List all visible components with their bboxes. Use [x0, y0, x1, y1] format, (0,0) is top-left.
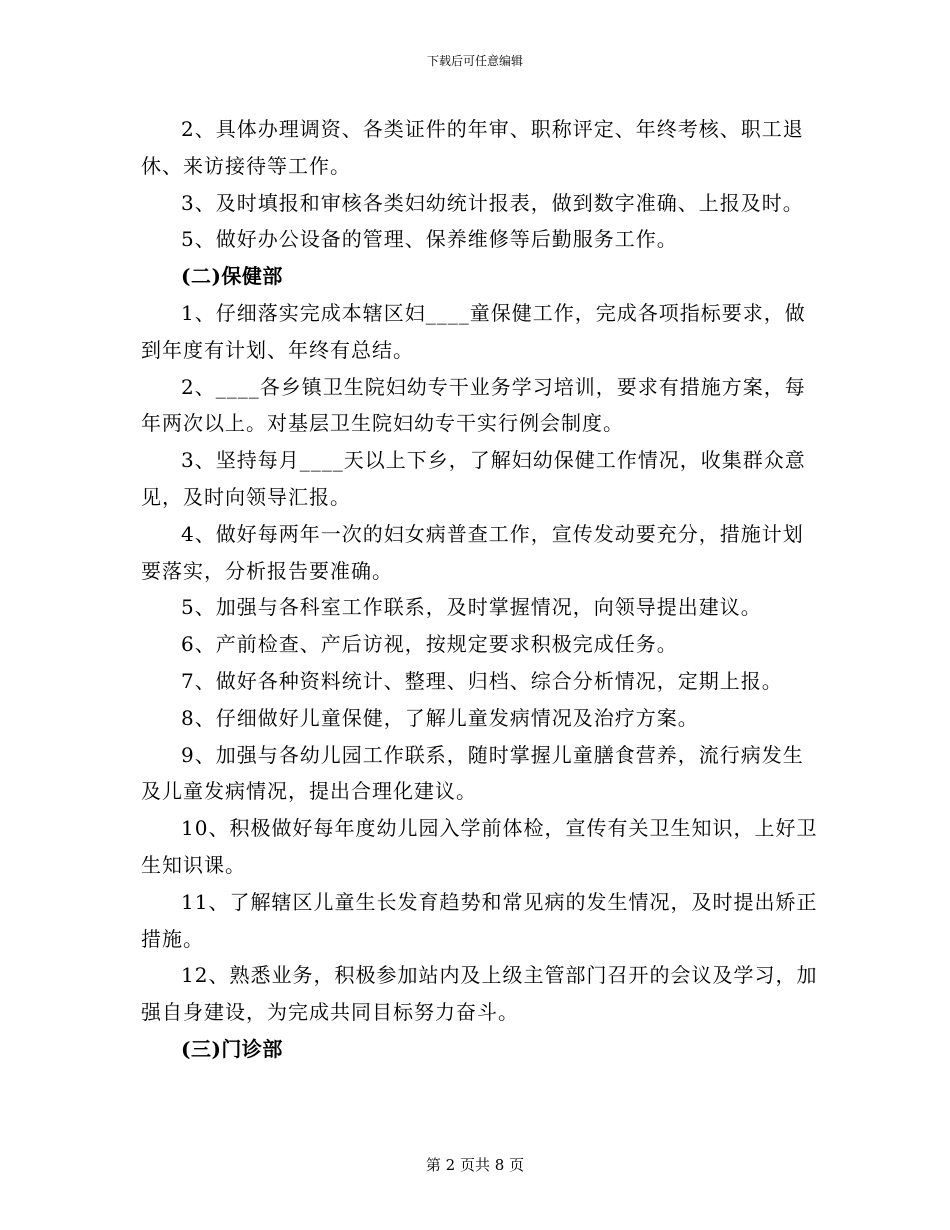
paragraph: 10、积极做好每年度幼儿园入学前体检，宣传有关卫生知识，上好卫生知识课。: [141, 816, 818, 877]
paragraph: 7、做好各种资料统计、整理、归档、综合分析情况，定期上报。: [181, 668, 783, 693]
paragraph: 2、____各乡镇卫生院妇幼专干业务学习培训，要求有措施方案，每年两次以上。对基层卫生院妇幼专干实行例会制度。: [141, 374, 806, 436]
paragraph: 8、仔细做好儿童保健，了解儿童发病情况及治疗方案。: [181, 705, 699, 730]
paragraph: 9、加强与各幼儿园工作联系，随时掌握儿童膳食营养，流行病发生及儿童发病情况，提出合理化建议。: [141, 742, 804, 804]
paragraph: 6、产前检查、产后访视，按规定要求积极完成任务。: [181, 632, 678, 657]
paragraph: 11、了解辖区儿童生长发育趋势和常见病的发生情况，及时提出矫正措施。: [141, 889, 818, 951]
section-heading: (三)门诊部: [181, 1036, 283, 1061]
section-heading: (二)保健部: [181, 264, 283, 289]
paragraph: 1、仔细落实完成本辖区妇____童保健工作，完成各项指标要求，做到年度有计划、年终有总结。: [141, 300, 806, 362]
paragraph: 2、具体办理调资、各类证件的年审、职称评定、年终考核、职工退休、来访接待等工作。: [141, 117, 804, 178]
paragraph: 12、熟悉业务，积极参加站内及上级主管部门召开的会议及学习，加强自身建设，为完成共同目标努力奋斗。: [141, 963, 818, 1025]
page-header: 下载后可任意编辑: [426, 54, 523, 68]
paragraph: 3、坚持每月____天以上下乡，了解妇幼保健工作情况，收集群众意见，及时向领导汇报。: [141, 448, 806, 509]
page-footer: 第 2 页共 8 页: [425, 1156, 525, 1174]
paragraph: 3、及时填报和审核各类妇幼统计报表，做到数字准确、上报及时。: [181, 190, 804, 215]
paragraph: 5、做好办公设备的管理、保养维修等后勤服务工作。: [181, 227, 678, 252]
document-body: [141, 111, 821, 1068]
paragraph: 4、做好每两年一次的妇女病普查工作，宣传发动要充分，措施计划要落实，分析报告要准确。: [141, 521, 804, 583]
paragraph: 5、加强与各科室工作联系，及时掌握情况，向领导提出建议。: [181, 595, 762, 620]
